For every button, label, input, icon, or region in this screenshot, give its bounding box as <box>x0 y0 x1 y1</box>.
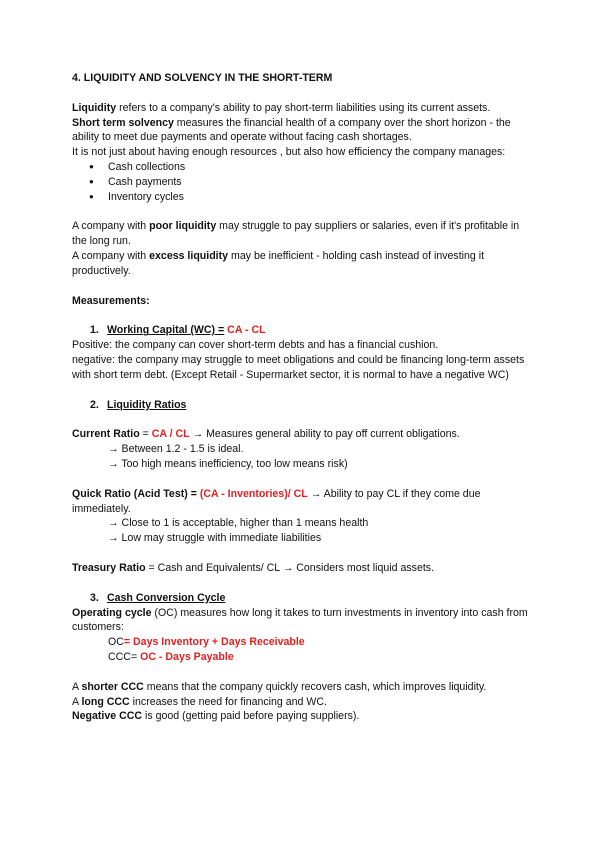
document-page <box>72 71 534 724</box>
quick-ratio <box>72 487 534 517</box>
section-number: 2. <box>90 398 99 411</box>
ccc-formula: OC - Days Payable <box>140 650 234 663</box>
oc-formula: = Days Inventory + Days Receivable <box>123 636 305 649</box>
quick-ratio-formula: (CA - Inventories)/ CL <box>196 487 308 500</box>
current-ratio-note: → Too high means inefficiency, too low means risk) <box>108 457 348 470</box>
negative-ccc-paragraph <box>72 709 534 724</box>
quick-ratio-desc: → Ability to pay CL if they come due immediately. <box>72 487 481 515</box>
negative-ccc-term: Negative CCC <box>72 710 143 723</box>
current-ratio-formula: CA / CL <box>151 428 190 441</box>
short-term-solvency-text: measures the financial health of a company over the short horizon - the ability to meet due payments and operate without facing cash shortages. <box>72 116 511 144</box>
poor-liquidity-term: poor liquidity <box>149 220 217 233</box>
long-ccc-paragraph <box>72 695 534 710</box>
section-liquidity-ratios <box>72 398 534 413</box>
operating-cycle-definition <box>72 606 534 636</box>
working-capital-title: Working Capital (WC) = <box>107 324 225 337</box>
quick-ratio-label: Quick Ratio (Acid Test) = <box>72 487 197 500</box>
long-post: increases the need for financing and WC. <box>129 695 327 708</box>
oc-formula-line <box>72 635 534 650</box>
shorter-post: means that the company quickly recovers cash, which improves liquidity. <box>143 680 487 693</box>
quick-ratio-note: → Low may struggle with immediate liabilities <box>108 532 322 545</box>
short-term-solvency-term: Short term solvency <box>72 116 174 129</box>
excess-liquidity-term: excess liquidity <box>149 249 229 262</box>
operating-cycle-term: Operating cycle <box>72 606 152 619</box>
liquidity-text: refers to a company's ability to pay short-term liabilities using its current assets. <box>116 101 491 114</box>
section-heading: 4. LIQUIDITY AND SOLVENCY IN THE SHORT-TERM <box>72 72 333 84</box>
section-working-capital <box>72 323 534 338</box>
excess-pre: A company with <box>72 249 150 262</box>
section-cash-conversion-cycle <box>72 591 534 606</box>
treasury-ratio-desc: = Cash and Equivalents/ CL → Considers most liquid assets. <box>145 561 435 574</box>
section-number: 3. <box>90 591 99 604</box>
shorter-pre: A <box>72 680 82 693</box>
current-ratio-eq: = <box>139 428 152 441</box>
long-pre: A <box>72 695 82 708</box>
treasury-ratio <box>72 561 534 576</box>
liquidity-ratios-title: Liquidity Ratios <box>107 398 187 411</box>
efficiency-text: It is not just about having enough resources , but also how efficiency the company manages: <box>72 146 506 159</box>
list-item: ● Inventory cycles <box>108 190 534 205</box>
ccc-formula-line <box>72 650 534 665</box>
current-ratio-note: → Between 1.2 - 1.5 is ideal. <box>108 443 244 456</box>
quick-ratio-note: → Close to 1 is acceptable, higher than 1 means health <box>108 517 369 530</box>
excess-post: may be inefficient - holding cash instead of investing it productively. <box>72 249 485 277</box>
section-number: 1. <box>90 324 99 337</box>
working-capital-formula: CA - CL <box>224 324 266 337</box>
liquidity-term: Liquidity <box>72 101 117 114</box>
measurements-heading: Measurements: <box>72 294 150 307</box>
long-ccc-term: long CCC <box>81 695 130 708</box>
current-ratio-desc: → Measures general ability to pay off current obligations. <box>189 428 460 441</box>
excess-liquidity-paragraph <box>72 249 534 279</box>
bullet-list <box>72 160 534 204</box>
list-item: ● Cash collections <box>108 160 534 175</box>
ccc-title: Cash Conversion Cycle <box>107 591 226 604</box>
short-term-solvency-definition <box>72 116 534 146</box>
list-item: ● Cash payments <box>108 175 534 190</box>
poor-liquidity-paragraph <box>72 219 534 249</box>
operating-cycle-text: (OC) measures how long it takes to turn investments in inventory into cash from customers: <box>72 606 528 634</box>
oc-label: OC <box>108 636 124 649</box>
negative-wc-text: negative: the company may struggle to meet obligations and could be financing long-term assets with short term debt. (Except Retail - Supermarket sector, it is normal to have a negative WC) <box>72 353 525 381</box>
positive-wc-text: Positive: the company can cover short-term debts and has a financial cushion. <box>72 339 439 352</box>
shorter-ccc-term: shorter CCC <box>81 680 144 693</box>
current-ratio-label: Current Ratio <box>72 428 140 441</box>
current-ratio <box>72 427 534 442</box>
poor-post: may struggle to pay suppliers or salaries, even if it's profitable in the long run. <box>72 220 520 248</box>
liquidity-definition <box>72 101 534 116</box>
ccc-label: CCC= <box>108 650 141 663</box>
negative-post: is good (getting paid before paying suppliers). <box>142 710 360 723</box>
treasury-ratio-label: Treasury Ratio <box>72 561 146 574</box>
poor-pre: A company with <box>72 220 150 233</box>
shorter-ccc-paragraph <box>72 680 534 695</box>
